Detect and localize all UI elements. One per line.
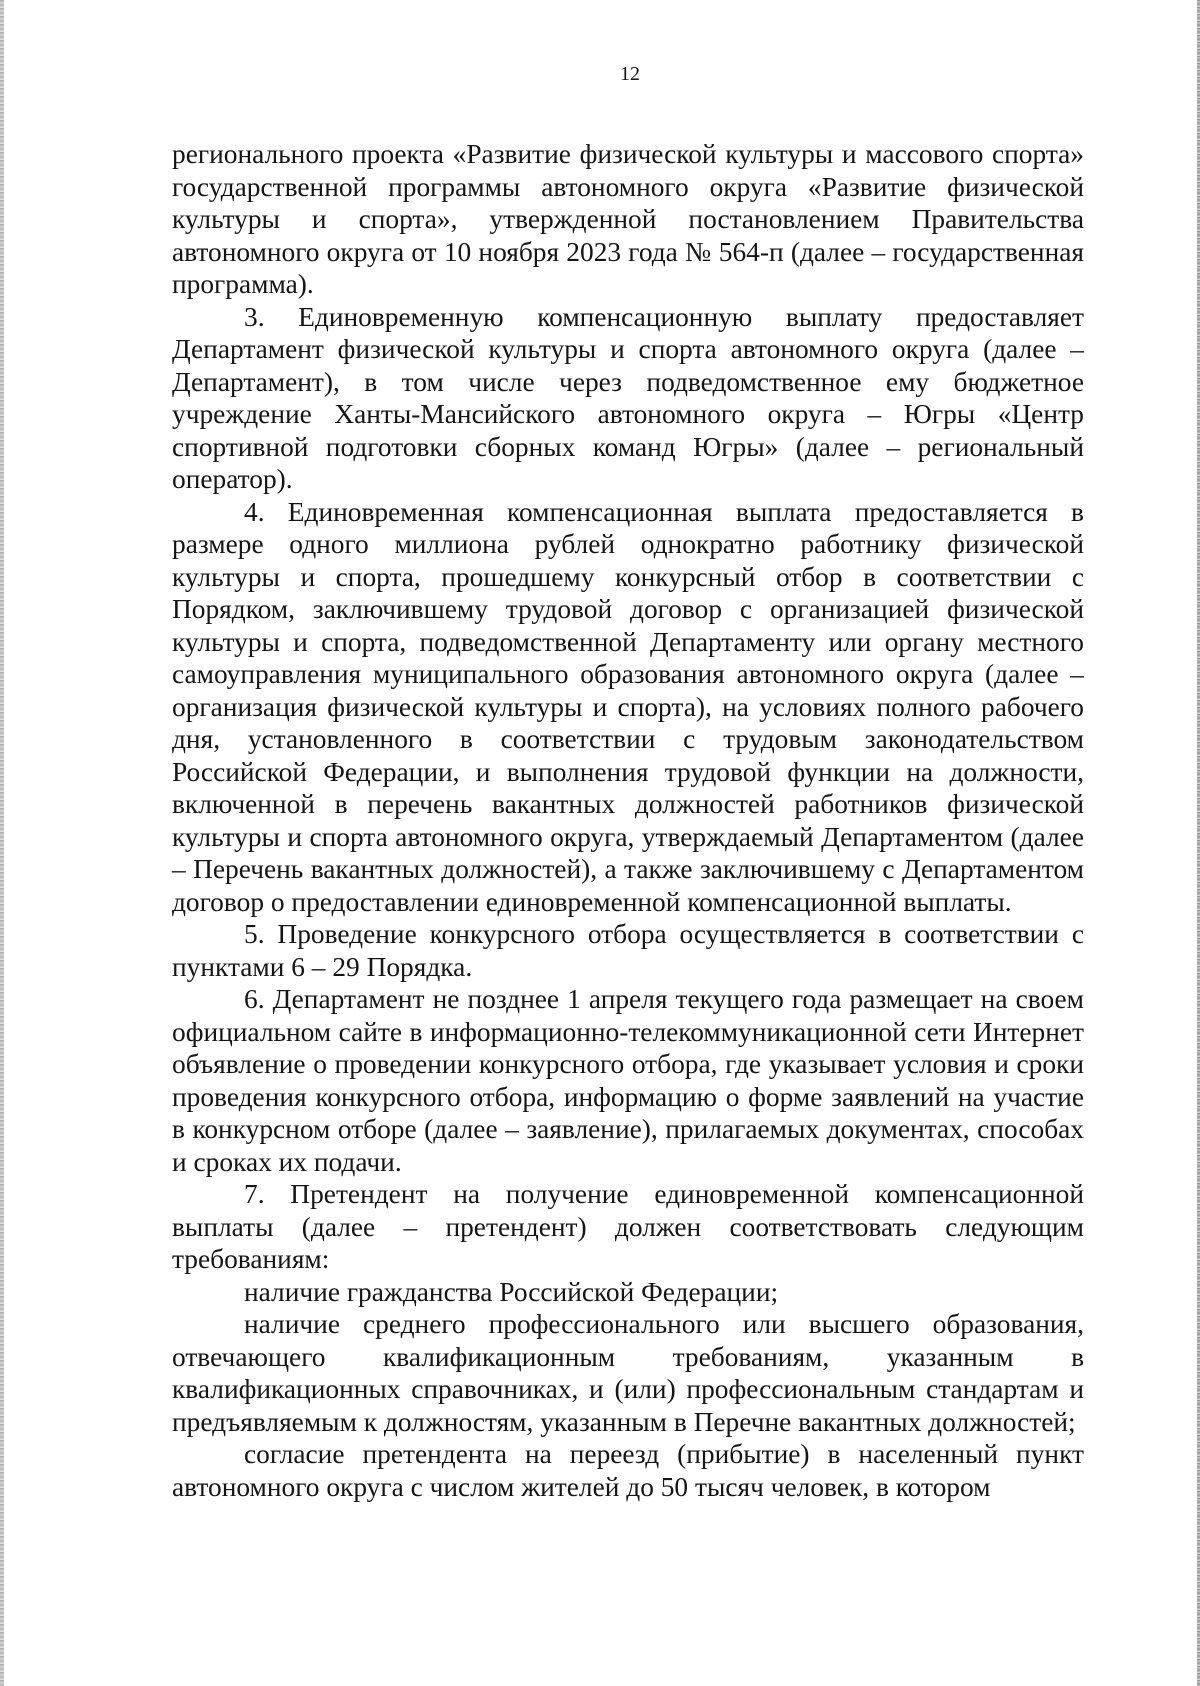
requirement-relocation: согласие претендента на переезд (прибытие) в населенный пункт автономного округа с числом жителей до 50 тысяч человек, в котором: [172, 1439, 1084, 1502]
paragraph-6: 6. Департамент не позднее 1 апреля текущего года размещает на своем официальном сайте в информационно-телекоммуникационной сети Интернет объявление о проведении конкурсного отбора, где указывает условия и сроки проведения конкурсного отбора, информацию о форме заявлений на участие в конкурсном отборе (далее – заявление), прилагаемых документах, способах и сроках их подачи.: [172, 984, 1084, 1177]
scan-edge-left: [0, 0, 4, 1686]
paragraph-4: 4. Единовременная компенсационная выплата предоставляется в размере одного миллиона рублей однократно работнику физической культуры и спорта, прошедшему конкурсный отбор в соответствии с Порядком, заключившему трудовой договор с организацией физической культуры и спорта, подведомственной Департаменту или органу местного самоуправления муниципального образования автономного округа (далее – организация физической культуры и спорта), на условиях полного рабочего дня, установленного в соответствии с трудовым законодательством Российской Федерации, и выполнения трудовой функции на должности, включенной в перечень вакантных должностей работников физической культуры и спорта автономного округа, утверждаемый Департаментом (далее – Перечень вакантных должностей), а также заключившему с Департаментом договор о предоставлении единовременной компенсационной выплаты.: [172, 496, 1084, 917]
paragraph-continuation: регионального проекта «Развитие физической культуры и массового спорта» государственной программы автономного округа «Развитие физической культуры и спорта», утвержденной постановлением Правительства автономного округа от 10 ноября 2023 года № 564-п (далее – государственная программа).: [172, 139, 1084, 299]
requirement-education: наличие среднего профессионального или высшего образования, отвечающего квалификационным требованиям, указанным в квалификационных справочниках, и (или) профессиональным стандартам и предъявляемым к должностям, указанным в Перечне вакантных должностей;: [172, 1309, 1084, 1437]
paragraph-3: 3. Единовременную компенсационную выплату предоставляет Департамент физической культуры и спорта автономного округа (далее – Департамент), в том числе через подведомственное ему бюджетное учреждение Ханты-Мансийского автономного округа – Югры «Центр спортивной подготовки сборных команд Югры» (далее – региональный оператор).: [172, 301, 1084, 494]
document-body: [172, 138, 1084, 1503]
paragraph-7: 7. Претендент на получение единовременной компенсационной выплаты (далее – претендент) должен соответствовать следующим требованиям:: [172, 1179, 1084, 1274]
paragraph-5: 5. Проведение конкурсного отбора осуществляется в соответствии с пунктами 6 – 29 Порядка.: [172, 919, 1084, 982]
requirement-citizenship: наличие гражданства Российской Федерации;: [244, 1276, 779, 1307]
page-number: 12: [620, 63, 640, 85]
